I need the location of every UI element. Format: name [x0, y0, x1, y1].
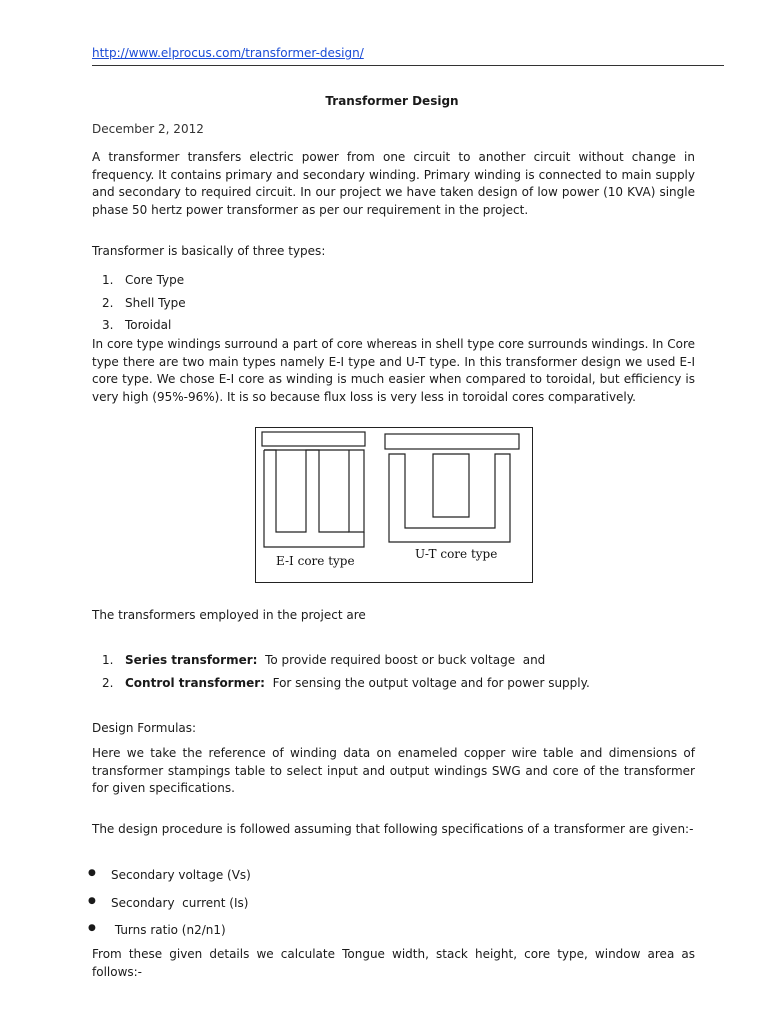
employed-list [92, 653, 590, 693]
list-item: 2. Control transformer: For sensing the output voltage and for power supply. [102, 676, 590, 690]
document-title: Transformer Design [325, 94, 459, 108]
source-url-link[interactable]: http://www.elprocus.com/transformer-design/ [92, 46, 364, 60]
intro-paragraph: A transformer transfers electric power from one circuit to another circuit without change in frequency. It contains primary and secondary winding. Primary winding is connected to main supply and secondary to required circuit. In our project we have taken design of low power (10 KVA) single phase 50 hertz power transformer as per our requirement in the project. [92, 150, 695, 217]
header-rule [92, 45, 724, 66]
ei-e-right [264, 450, 364, 532]
list-item: 3. Toroidal [102, 318, 172, 332]
ei-i-bar [262, 432, 365, 446]
ut-core-label: U-T core type [415, 547, 498, 561]
list-item: ● Secondary voltage (Vs) [88, 868, 251, 882]
design-heading: Design Formulas: [92, 721, 197, 735]
list-item: 1. Core Type [102, 273, 185, 287]
ut-tongue [433, 454, 469, 517]
design-paragraph: Here we take the reference of winding data on enameled copper wire table and dimensions of transformer stampings table to select input and output windings SWG and core of the transformer for given specifications. [92, 746, 695, 795]
employed-intro: The transformers employed in the project are [92, 608, 366, 622]
ut-u-shape [389, 454, 510, 542]
list-item: ● Turns ratio (n2/n1) [88, 923, 226, 937]
types-list [92, 273, 186, 335]
list-item: ● Secondary current (Is) [88, 896, 249, 910]
ut-t-bar [385, 434, 519, 449]
specs-list [88, 868, 251, 941]
core-types-figure [255, 427, 533, 583]
list-item: 1. Series transformer: To provide required boost or buck voltage and [102, 653, 546, 667]
ei-core-label: E-I core type [276, 554, 355, 568]
document-date: December 2, 2012 [92, 122, 204, 136]
core-type-paragraph: In core type windings surround a part of core whereas in shell type core surrounds windings. In Core type there are two main types namely E-I type and U-T type. In this transformer design we used E-I core type. We chose E-I core as winding is much easier when compared to toroidal, but efficiency is very high (95%-96%). It is so because flux loss is very less in toroidal cores comparatively. [92, 337, 695, 404]
final-paragraph: From these given details we calculate Tongue width, stack height, core type, window area as follows:- [92, 947, 695, 979]
types-intro: Transformer is basically of three types: [92, 244, 326, 258]
procedure-paragraph: The design procedure is followed assuming that following specifications of a transformer are given:- [92, 822, 694, 836]
list-item: 2. Shell Type [102, 295, 186, 310]
